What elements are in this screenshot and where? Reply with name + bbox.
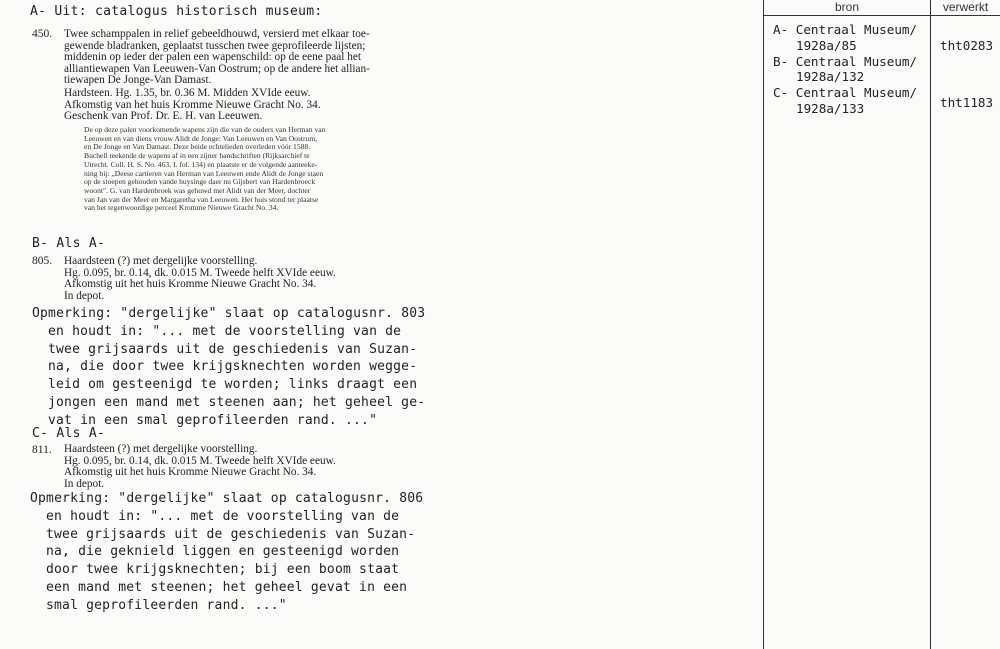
- note-line: ning bij: „Deese cartieren van Herman van Leeuwen ende Alidt de Jonge staen: [84, 168, 324, 178]
- remark-line: Opmerking: "dergelijke" slaat op catalogusnr. 803: [32, 306, 426, 321]
- note-line: Leeuwen en van diens vrouw Alidt de Jonge: Van Leeuwen en Van Oostrum,: [84, 133, 318, 143]
- remark-line: twee grijsaards uit de geschiedenis van Suzan-: [48, 341, 418, 357]
- remark-line: Opmerking: "dergelijke" slaat op catalogusnr. 806: [30, 491, 424, 506]
- column-header-verwerkt: verwerkt: [942, 0, 989, 14]
- note-line: van het tegenwoordige perceel Kromme Nieuwe Gracht No. 34.: [84, 203, 279, 213]
- remark-line: smal geprofileerden rand. ...": [46, 597, 287, 613]
- entry-a-description: [64, 29, 370, 87]
- text-line: tiewapen De Jonge-Van Damast.: [64, 74, 212, 87]
- text-line: Afkomstig uit het huis Kromme Nieuwe Gracht No. 34.: [64, 466, 317, 479]
- bron-line: B- Centraal Museum/: [773, 53, 918, 69]
- text-line: Hardsteen. Hg. 1.35, br. 0.36 M. Midden XVIde eeuw.: [64, 87, 311, 99]
- text-line: alliantiewapen Van Leeuwen-Van Oostrum; op de andere het allian-: [64, 62, 370, 75]
- remark-line: na, die door twee krijgsknechten worden wegge-: [48, 359, 418, 375]
- entry-number-811: 811.: [32, 444, 52, 456]
- text-line: Afkomstig uit het huis Kromme Nieuwe Gracht No. 34.: [64, 278, 317, 291]
- remark-line: jongen een mand met steenen aan; het geheel ge-: [48, 394, 426, 410]
- text-line: Afkomstig van het huis Kromme Nieuwe Gracht No. 34.: [64, 98, 321, 111]
- remark-line: en houdt in: "... met de voorstelling van de: [46, 508, 400, 524]
- text-line: gewende bladranken, geplaatst tusschen twee geprofileerde lijsten;: [64, 39, 366, 52]
- bron-cell: [773, 22, 917, 117]
- column-header-bron: bron: [834, 0, 860, 14]
- text-line: Geschenk van Prof. Dr. E. H. van Leeuwen.: [64, 110, 263, 123]
- note-line: Utrecht. Coll. H. S. No. 463, I. fol. 134) en plaatste er de volgende aanteeke-: [84, 159, 318, 169]
- bron-line: C- Centraal Museum/: [773, 85, 918, 101]
- text-line: Twee schamppalen in relief gebeeldhouwd, versierd met elkaar toe-: [64, 28, 370, 40]
- remark-line: vat in een smal geprofileerden rand. ...": [48, 412, 378, 428]
- note-line: woont". G. van Hardenbroek was gehuwd met Alidt van der Meer, dochter: [84, 185, 311, 195]
- table-left-border: [763, 0, 764, 649]
- remark-line: door twee krijgsknechten; bij een boom staat: [46, 562, 400, 578]
- remark-line: na, die geknield liggen en gesteenigd worden: [46, 544, 400, 560]
- text-line: In depot.: [64, 477, 105, 490]
- section-b-remark: [32, 305, 425, 430]
- section-c-heading: C- Als A-: [32, 426, 106, 441]
- remark-line: leid om gesteenigd te worden; links draagt een: [48, 377, 418, 393]
- bron-line: 1928a/133: [796, 100, 865, 116]
- page-heading: A- Uit: catalogus historisch museum:: [30, 4, 323, 19]
- entry-b-description: [64, 256, 336, 302]
- text-line: middenin op ieder der palen een wapenschild: op de eene paal het: [64, 51, 362, 64]
- remark-line: twee grijsaards uit de geschiedenis van Suzan-: [46, 526, 416, 542]
- section-b-heading: B- Als A-: [32, 236, 106, 251]
- note-line: op de stoepen gehouden vande huysinge daer nu Gijsbert van Hardenbroeck: [84, 177, 316, 187]
- verwerkt-value: tht0283: [940, 38, 994, 53]
- entry-a-footnote: [84, 126, 325, 213]
- table-column-divider: [930, 0, 931, 649]
- remark-line: een mand met steenen; het geheel gevat in een: [46, 579, 408, 595]
- note-line: Buchell teekende de wapens af in een zijner handschriften (Rijksarchief te: [84, 151, 310, 161]
- bron-line: 1928a/85: [796, 37, 857, 53]
- entry-number-450: 450.: [32, 28, 53, 40]
- text-line: In depot.: [64, 289, 105, 302]
- entry-c-description: [64, 444, 336, 490]
- bron-line: 1928a/132: [796, 69, 865, 85]
- text-line: Hg. 0.095, br. 0.14, dk. 0.015 M. Tweede helft XVIde eeuw.: [64, 266, 336, 279]
- entry-number-805: 805.: [32, 255, 53, 267]
- verwerkt-value: tht1183: [940, 95, 994, 110]
- text-line: Hg. 0.095, br. 0.14, dk. 0.015 M. Tweede helft XVIde eeuw.: [64, 454, 336, 467]
- note-line: De op deze palen voorkomende wapens zijn die van de ouders van Herman van: [84, 125, 326, 134]
- text-line: Haardsteen (?) met dergelijke voorstelling.: [64, 443, 258, 455]
- text-line: Haardsteen (?) met dergelijke voorstelling.: [64, 255, 258, 267]
- table-header-divider: [763, 15, 1000, 16]
- note-line: en De Jonge en Van Damast. Deze beide echtelieden overleden vóór 1588.: [84, 142, 311, 152]
- remark-line: en houdt in: "... met de voorstelling van de: [48, 323, 402, 339]
- note-line: van Jan van der Meer en Margaretha van Leeuwen. Het huis stond ter plaatse: [84, 194, 319, 204]
- entry-a-details: [64, 88, 321, 123]
- bron-line: A- Centraal Museum/: [773, 22, 918, 37]
- section-c-remark: [30, 490, 423, 615]
